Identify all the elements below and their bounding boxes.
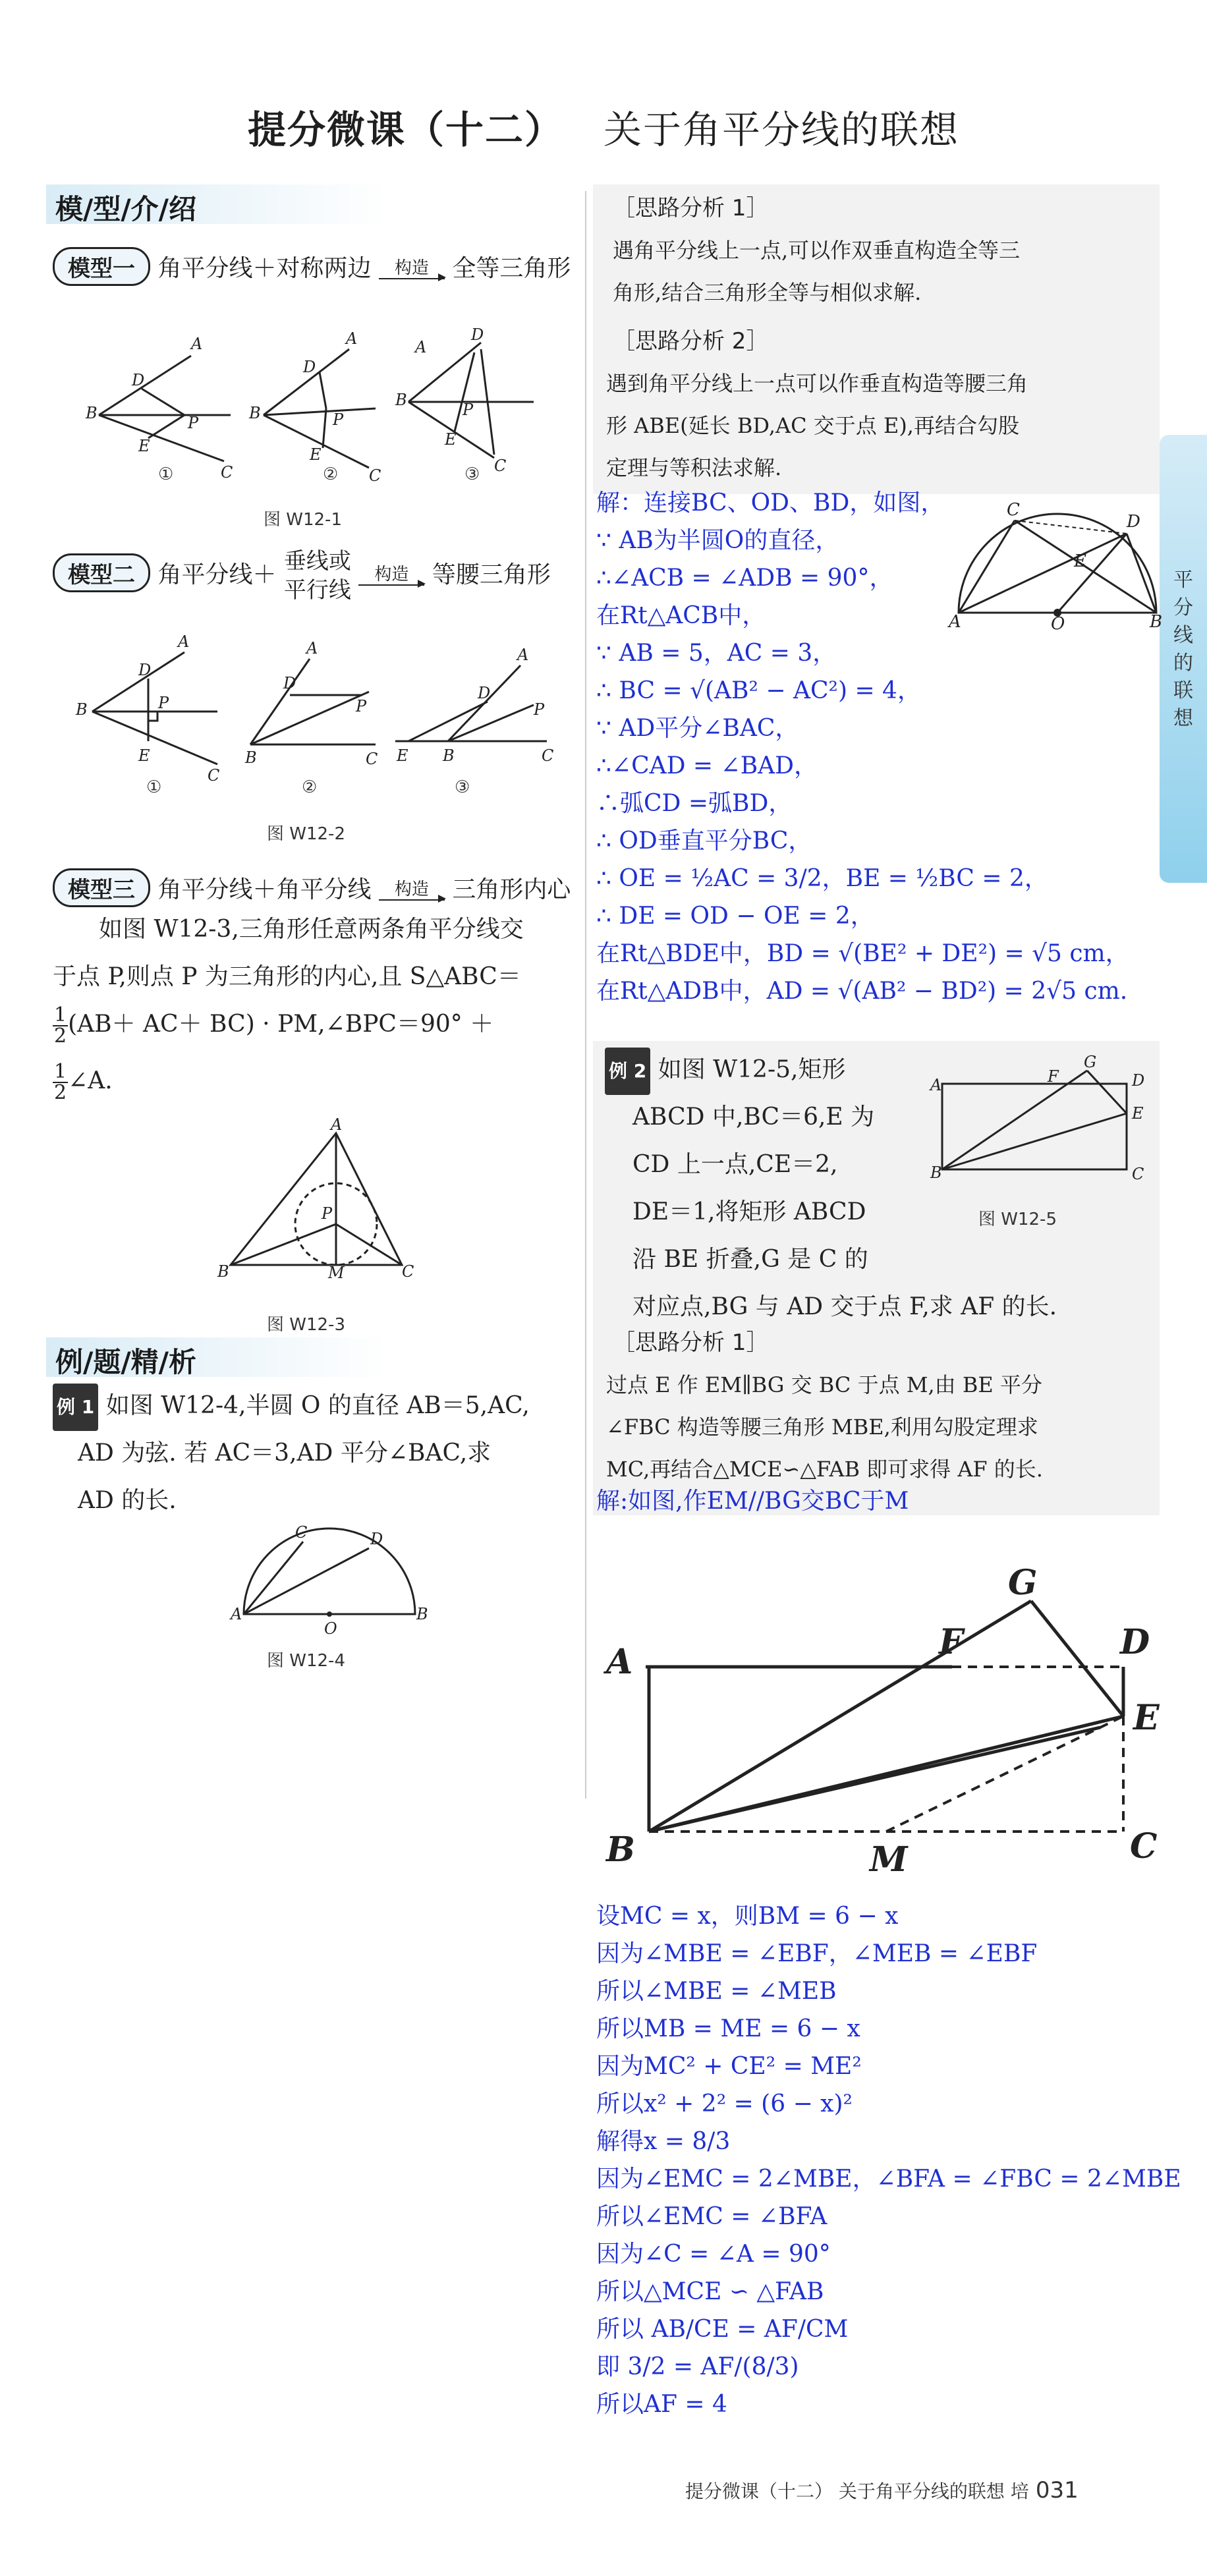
solution1-line: 在Rt△ACB中， (596, 602, 766, 629)
model2-text-a: 角平分线＋ (157, 561, 277, 588)
svg-text:P: P (534, 700, 545, 719)
solution2-line: 所以x² + 2² = (6 − x)² (596, 2090, 853, 2117)
svg-text:B: B (930, 1163, 942, 1182)
svg-text:E: E (138, 746, 150, 765)
solution1-line: ∵ AB为半圆O的直径， (596, 527, 839, 554)
ex1-line3: AD 的长. (78, 1487, 177, 1514)
svg-text:P: P (188, 414, 199, 432)
svg-text:E: E (397, 746, 408, 765)
ex2-line4: DE＝1,将矩形 ABCD (632, 1198, 866, 1225)
model2-construct-label: 构造 (374, 565, 409, 584)
figure-w12-3 (211, 1115, 422, 1282)
title-main: 提分微课（十二） (247, 107, 564, 152)
solution1-line: ∴ DE = OD − OE = 2， (596, 903, 874, 930)
ex2-line1-row (605, 1046, 845, 1095)
solution1-figure (949, 481, 1166, 632)
analysis-b1-heading: ［思路分析 1］ (613, 1330, 769, 1356)
model1-line (53, 247, 571, 286)
svg-text:E: E (138, 437, 150, 455)
ex2-tag: 例 2 (605, 1048, 650, 1095)
svg-text:C: C (1132, 1165, 1144, 1183)
model3-result: 三角形内心 (452, 876, 571, 903)
analysis-b1-line1: 过点 E 作 EM∥BG 交 BC 于点 M,由 BE 平分 (606, 1372, 1042, 1397)
model2-result: 等腰三角形 (432, 561, 551, 588)
svg-text:F: F (939, 1622, 963, 1662)
svg-text:E: E (310, 445, 322, 464)
figure-w12-2-caption: 图 W12-2 (267, 824, 345, 844)
solution1-line: 在Rt△ADB中，AD = √(AB² − BD²) = 2√5 cm. (596, 978, 1128, 1005)
svg-text:B: B (249, 404, 261, 422)
svg-text:M: M (328, 1264, 345, 1282)
model3-line (53, 868, 571, 907)
svg-text:P: P (158, 694, 169, 712)
solution2-line: 所以 AB/CE = AF/CM (596, 2316, 849, 2343)
svg-text:B: B (416, 1605, 428, 1623)
svg-text:P: P (333, 410, 344, 429)
svg-text:M: M (870, 1839, 908, 1880)
title-sub: 关于角平分线的联想 (604, 107, 960, 152)
analysis-2-line1: 遇到角平分线上一点可以作垂直构造等腰三角 (606, 371, 1028, 396)
model3-line2: 于点 P,则点 P 为三角形的内心,且 S△ABC＝ (53, 963, 521, 990)
svg-text:F: F (1048, 1067, 1059, 1086)
svg-text:D: D (283, 674, 296, 692)
analysis-1-heading: ［思路分析 1］ (613, 195, 769, 221)
model2-tag: 模型二 (53, 553, 150, 592)
model1-result: 全等三角形 (452, 255, 571, 282)
solution2-line: 因为∠C = ∠A = 90° (596, 2241, 831, 2268)
svg-text:C: C (1130, 1826, 1158, 1866)
figure-w12-2 (72, 632, 573, 791)
construct-arrow-icon (379, 278, 445, 279)
model1-text: 角平分线＋对称两边 (157, 255, 372, 282)
svg-text:B: B (443, 746, 455, 765)
solution1-line: ∴ OD垂直平分BC， (596, 827, 812, 854)
footer-text: 提分微课（十二） 关于角平分线的联想 培 (685, 2480, 1029, 2502)
svg-text:C: C (494, 457, 507, 475)
svg-text:A: A (331, 1115, 343, 1134)
svg-text:A: A (178, 632, 190, 651)
analysis-2-line2: 形 ABE(延长 BD,AC 交于点 E),再结合勾股 (606, 413, 1019, 438)
page-number: 031 (1035, 2477, 1079, 2504)
solution1-line: ∴ OE = ½AC = 3/2，BE = ½BC = 2， (596, 865, 1048, 892)
model3-frac-1 (53, 1005, 68, 1046)
model3-line4-row (53, 1057, 113, 1105)
example-section-heading: 例/题/精/析 (55, 1346, 197, 1378)
solution2-line: 所以∠EMC = ∠BFA (596, 2203, 828, 2230)
model3-tag: 模型三 (53, 868, 150, 907)
model1-label-1: ① (158, 464, 174, 484)
svg-text:A: A (517, 646, 529, 664)
model1-construct (379, 260, 445, 279)
column-divider (585, 191, 586, 1799)
svg-text:B: B (245, 748, 257, 767)
figure-w12-3-caption: 图 W12-3 (267, 1315, 345, 1335)
svg-text:D: D (1127, 512, 1140, 532)
svg-text:E: E (1132, 1104, 1144, 1123)
solution2-intro: 解:如图,作EM//BG交BC于M (596, 1488, 909, 1515)
svg-text:B: B (76, 700, 88, 719)
svg-text:C: C (221, 463, 233, 482)
svg-text:A: A (346, 329, 358, 348)
svg-text:D: D (478, 684, 491, 702)
model2-construct (358, 566, 424, 586)
ex1-line1-row (53, 1382, 530, 1431)
svg-text:P: P (356, 697, 367, 715)
frac-num: 1 (54, 1003, 67, 1026)
solution2-line: 设MC = x，则BM = 6 − x (596, 1903, 899, 1930)
svg-text:P: P (463, 401, 474, 419)
svg-text:D: D (138, 661, 152, 679)
side-tab-label: 平分线的联想 (1173, 569, 1193, 730)
solution2-line: 所以△MCE ∽ △FAB (596, 2278, 824, 2305)
svg-text:P: P (322, 1204, 333, 1223)
analysis-1-line2: 角形,结合三角形全等与相似求解. (613, 280, 922, 305)
svg-text:A: A (930, 1076, 942, 1094)
page-footer (685, 2477, 1079, 2504)
analysis-b1-line2: ∠FBC 构造等腰三角形 MBE,利用勾股定理求 (606, 1414, 1038, 1440)
figure-w12-1-caption: 图 W12-1 (264, 510, 342, 530)
solution1-line: 在Rt△BDE中，BD = √(BE² + DE²) = √5 cm， (596, 940, 1129, 967)
model3-line3: (AB＋ AC＋ BC) · PM,∠BPC＝90° ＋ (68, 1011, 494, 1038)
model3-frac-2 (53, 1062, 68, 1103)
solution2-line: 所以∠MBE = ∠MEB (596, 1978, 837, 2005)
solution1-line: ∴ BC = √(AB² − AC²) = 4， (596, 677, 921, 704)
svg-text:B: B (395, 391, 407, 409)
figure-w12-4 (231, 1522, 428, 1638)
solution2-line: 解得x = 8/3 (596, 2128, 731, 2155)
ex2-line6: 对应点,BG 与 AD 交于点 F,求 AF 的长. (632, 1293, 1057, 1320)
solution1-line: 解：连接BC、OD、BD，如图， (596, 490, 945, 517)
svg-text:D: D (132, 371, 145, 389)
model3-line3-row (53, 1001, 493, 1048)
model2-text-b1: 垂线或 (283, 548, 351, 574)
svg-text:C: C (369, 466, 381, 485)
svg-text:O: O (324, 1619, 337, 1638)
solution2-line: 因为∠MBE = ∠EBF，∠MEB = ∠EBF (596, 1940, 1038, 1967)
solution2-figure (593, 1563, 1199, 1884)
svg-text:D: D (370, 1530, 383, 1548)
svg-text:B: B (217, 1262, 229, 1281)
ex2-line3: CD 上一点,CE＝2, (632, 1151, 838, 1178)
svg-text:A: A (191, 335, 203, 353)
svg-text:D: D (1120, 1622, 1150, 1662)
frac-den: 2 (54, 1081, 67, 1104)
analysis-b1-line3: MC,再结合△MCE∽△FAB 即可求得 AF 的长. (606, 1457, 1043, 1482)
model1-label-3: ③ (464, 464, 480, 484)
svg-text:C: C (402, 1262, 414, 1281)
svg-text:G: G (1008, 1563, 1038, 1603)
svg-text:C: C (542, 746, 554, 765)
model2-text-b2: 平行线 (283, 577, 351, 603)
svg-text:B: B (1150, 612, 1163, 632)
svg-text:O: O (1051, 614, 1065, 634)
svg-text:D: D (303, 358, 316, 376)
solution1-line: ∵ AB = 5，AC = 3， (596, 640, 837, 667)
model2-stack (284, 547, 351, 605)
svg-text:C: C (366, 750, 378, 768)
model2-label-3: ③ (455, 777, 470, 797)
model3-construct-label: 构造 (394, 880, 429, 899)
svg-text:A: A (415, 338, 427, 356)
ex1-tag: 例 1 (53, 1384, 98, 1431)
construct-arrow-icon (358, 584, 424, 586)
model3-line4: ∠A. (68, 1067, 113, 1094)
svg-text:B: B (606, 1830, 635, 1870)
svg-text:D: D (471, 325, 484, 344)
svg-text:A: A (306, 639, 318, 658)
figure-w12-5 (922, 1053, 1146, 1183)
solution-2 (596, 1897, 1181, 2423)
ex2-line5: 沿 BE 折叠,G 是 C 的 (632, 1246, 868, 1273)
model-section-heading: 模/型/介/绍 (55, 193, 197, 225)
analysis-2-heading: ［思路分析 2］ (613, 328, 769, 354)
ex2-line1: 如图 W12-5,矩形 (658, 1056, 846, 1083)
svg-text:C: C (208, 766, 220, 785)
svg-text:C: C (295, 1523, 308, 1542)
figure-w12-5-caption: 图 W12-5 (978, 1210, 1057, 1229)
svg-text:C: C (1007, 500, 1020, 520)
model1-label-2: ② (323, 464, 339, 484)
center-o-dot (327, 1611, 332, 1617)
svg-text:A: A (606, 1642, 633, 1682)
solution1-line: ∵ AD平分∠BAC， (596, 715, 799, 742)
svg-text:A: A (231, 1605, 242, 1623)
frac-num: 1 (54, 1060, 67, 1083)
page-title (0, 99, 1207, 154)
analysis-2-line3: 定理与等积法求解. (606, 455, 782, 480)
model3-text: 角平分线＋角平分线 (157, 876, 372, 903)
side-tab (1160, 435, 1207, 883)
svg-text:E: E (445, 430, 457, 449)
ex1-line1: 如图 W12-4,半圆 O 的直径 AB＝5,AC, (105, 1392, 530, 1419)
frac-den: 2 (54, 1024, 67, 1048)
solution1-line: ∴弧CD =弧BD， (596, 790, 793, 817)
ex2-line2: ABCD 中,BC＝6,E 为 (632, 1104, 875, 1131)
svg-text:D: D (1132, 1071, 1145, 1090)
figure-w12-4-caption: 图 W12-4 (267, 1651, 345, 1671)
solution2-line: 所以MB = ME = 6 − x (596, 2015, 860, 2042)
construct-arrow-icon (379, 899, 445, 901)
solution2-line: 所以AF = 4 (596, 2391, 727, 2418)
model2-label-1: ① (146, 777, 162, 797)
model3-line1: 如图 W12-3,三角形任意两条角平分线交 (99, 916, 524, 943)
model1-tag: 模型一 (53, 247, 150, 286)
ex1-line2: AD 为弦. 若 AC＝3,AD 平分∠BAC,求 (78, 1440, 491, 1467)
svg-text:E: E (1133, 1698, 1160, 1738)
solution1-line: ∴∠CAD = ∠BAD， (596, 752, 818, 779)
model3-construct (379, 881, 445, 901)
model2-label-2: ② (302, 777, 318, 797)
svg-text:E: E (1074, 551, 1086, 571)
solution2-line: 即 3/2 = AF/(8/3) (596, 2353, 799, 2380)
analysis-1-line1: 遇角平分线上一点,可以作双垂直构造全等三 (613, 238, 1021, 263)
svg-text:A: A (949, 612, 961, 632)
model2-line (53, 547, 551, 605)
svg-text:B: B (86, 404, 98, 422)
solution2-line: 因为∠EMC = 2∠MBE，∠BFA = ∠FBC = 2∠MBE (596, 2166, 1181, 2193)
svg-text:G: G (1084, 1053, 1097, 1071)
solution2-line: 因为MC² + CE² = ME² (596, 2053, 862, 2080)
model1-construct-label: 构造 (394, 258, 429, 278)
solution1-line: ∴∠ACB = ∠ADB = 90°， (596, 565, 893, 592)
